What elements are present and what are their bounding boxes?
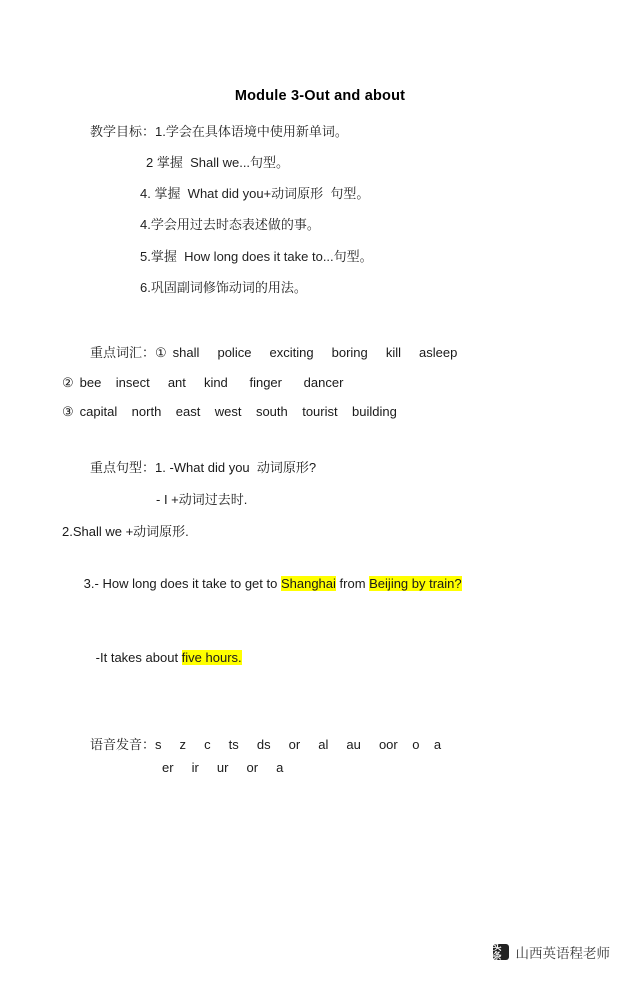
phonics-row: 语音发音：s z c ts ds or al au oor o a: [90, 737, 442, 753]
goal-line: 教学目标：1.学会在具体语境中使用新单词。: [90, 124, 348, 139]
spacer: [28, 309, 612, 343]
goal-line: 4. 掌握 What did you+动词原形 句型。: [140, 186, 370, 202]
page-title: Module 3-Out and about: [234, 88, 406, 104]
sentence-line: 2.Shall we +动词原形.: [62, 523, 189, 539]
vocab-marker: ①: [155, 344, 167, 360]
vocab-words: shall police exciting boring kill asleep: [172, 344, 458, 360]
spacer: [28, 700, 612, 734]
vocab-marker: ③: [62, 404, 74, 420]
toutiao-logo-icon: 头条: [493, 944, 509, 960]
spacer: [28, 432, 612, 458]
vocab-row: [28, 402, 612, 423]
sentence-segment: -It takes about: [95, 649, 182, 665]
highlight-five-hours: five hours.: [181, 649, 242, 665]
document-page: [0, 88, 640, 990]
phonics-section: [28, 734, 612, 778]
goal-line: 4.学会用过去时态表述做的事。: [140, 217, 320, 233]
highlight-shanghai: Shanghai: [280, 576, 336, 592]
vocab-row: [28, 373, 612, 394]
highlight-beijing-by-train: Beijing by train?: [369, 576, 462, 592]
key-sentences-section: [28, 458, 612, 689]
goal-line: 6.巩固副词修饰动词的用法。: [140, 279, 307, 295]
goal-line: 5.掌握 How long does it take to...句型。: [140, 248, 373, 264]
sentence-segment: from: [335, 576, 370, 592]
sentence-line: [28, 554, 612, 616]
sentence-line: [28, 627, 612, 689]
vocab-words: capital north east west south tourist building: [79, 404, 397, 420]
sentence-segment: 3.- How long does it take to get to: [83, 576, 281, 592]
goal-line: 2 掌握 Shall we...句型。: [146, 155, 290, 171]
vocab-label: 重点词汇：: [90, 344, 156, 360]
watermark: [493, 942, 611, 962]
watermark-text: 山西英语程老师: [515, 946, 610, 961]
vocab-marker: ②: [62, 374, 74, 390]
teaching-goals-section: [28, 122, 612, 298]
sentence-line: 重点句型：1. -What did you 动词原形?: [90, 460, 317, 476]
key-vocabulary-section: [28, 343, 612, 423]
sentence-line: - I +动词过去时.: [156, 492, 248, 508]
vocab-words: bee insect ant kind finger dancer: [79, 374, 344, 390]
vocab-row: [28, 343, 612, 364]
phonics-row: er ir ur or a: [162, 759, 284, 775]
